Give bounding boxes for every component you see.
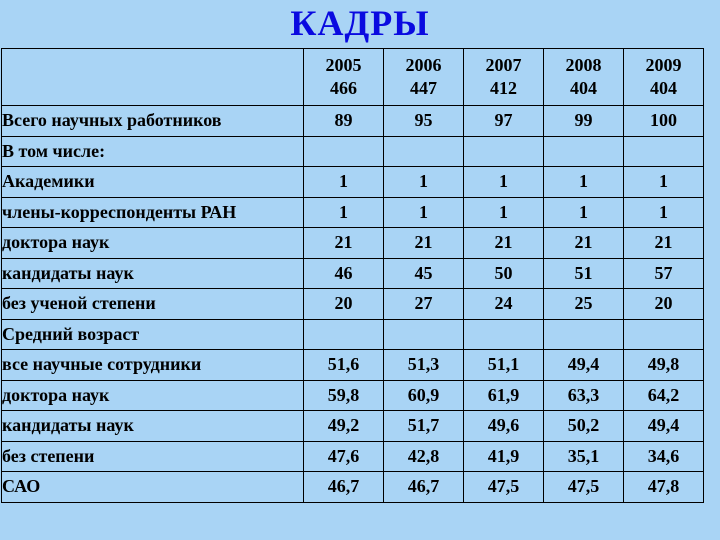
value-cell: 50,2: [544, 411, 624, 442]
value-cell: 51,6: [304, 350, 384, 381]
value-cell: 51,1: [464, 350, 544, 381]
year-total: 412: [490, 78, 517, 98]
value-cell: 27: [384, 289, 464, 320]
row-label: Академики: [2, 167, 304, 198]
value-cell: 95: [384, 106, 464, 137]
row-label: кандидаты наук: [2, 411, 304, 442]
value-cell: 59,8: [304, 380, 384, 411]
row-label: В том числе:: [2, 136, 304, 167]
value-cell: [384, 136, 464, 167]
value-cell: 1: [464, 167, 544, 198]
table-row: [2, 441, 704, 472]
value-cell: 34,6: [624, 441, 704, 472]
value-cell: [624, 319, 704, 350]
value-cell: 46,7: [304, 472, 384, 503]
staff-table-body: [2, 49, 704, 503]
value-cell: 41,9: [464, 441, 544, 472]
table-row: [2, 167, 704, 198]
table-row: [2, 472, 704, 503]
value-cell: 47,5: [544, 472, 624, 503]
value-cell: 89: [304, 106, 384, 137]
table-row: [2, 228, 704, 259]
value-cell: 49,2: [304, 411, 384, 442]
row-label: САО: [2, 472, 304, 503]
table-row: [2, 258, 704, 289]
value-cell: 1: [544, 197, 624, 228]
value-cell: 1: [304, 167, 384, 198]
value-cell: 1: [624, 167, 704, 198]
value-cell: 51: [544, 258, 624, 289]
value-cell: [464, 319, 544, 350]
year-label: 2009: [645, 55, 682, 75]
row-label: Всего научных работников: [2, 106, 304, 137]
staff-table: [1, 48, 704, 503]
value-cell: 49,6: [464, 411, 544, 442]
value-cell: 49,4: [544, 350, 624, 381]
year-total: 404: [570, 78, 597, 98]
value-cell: 47,8: [624, 472, 704, 503]
row-label: без ученой степени: [2, 289, 304, 320]
value-cell: 21: [464, 228, 544, 259]
row-label: все научные сотрудники: [2, 350, 304, 381]
section-row: [2, 136, 704, 167]
value-cell: 1: [464, 197, 544, 228]
value-cell: 1: [384, 167, 464, 198]
value-cell: 21: [384, 228, 464, 259]
value-cell: 35,1: [544, 441, 624, 472]
value-cell: 1: [624, 197, 704, 228]
value-cell: [544, 136, 624, 167]
year-header-cell: [544, 49, 624, 106]
value-cell: 42,8: [384, 441, 464, 472]
value-cell: 47,5: [464, 472, 544, 503]
year-label: 2005: [325, 55, 362, 75]
value-cell: 64,2: [624, 380, 704, 411]
year-total: 447: [410, 78, 437, 98]
year-header-row: [2, 49, 704, 106]
value-cell: 49,8: [624, 350, 704, 381]
value-cell: 21: [624, 228, 704, 259]
table-row: [2, 411, 704, 442]
row-label: члены-корреспонденты РАН: [2, 197, 304, 228]
value-cell: 25: [544, 289, 624, 320]
section-row: [2, 319, 704, 350]
value-cell: 1: [304, 197, 384, 228]
value-cell: 46,7: [384, 472, 464, 503]
year-header-cell: [384, 49, 464, 106]
value-cell: 97: [464, 106, 544, 137]
row-label: доктора наук: [2, 228, 304, 259]
value-cell: 46: [304, 258, 384, 289]
table-row: [2, 380, 704, 411]
page-title: КАДРЫ: [290, 3, 430, 43]
value-cell: 99: [544, 106, 624, 137]
value-cell: 1: [544, 167, 624, 198]
year-total: 404: [650, 78, 677, 98]
value-cell: 21: [304, 228, 384, 259]
value-cell: [304, 136, 384, 167]
value-cell: 47,6: [304, 441, 384, 472]
header-corner-cell: [2, 49, 304, 106]
value-cell: 50: [464, 258, 544, 289]
row-label: Средний возраст: [2, 319, 304, 350]
value-cell: 60,9: [384, 380, 464, 411]
value-cell: 61,9: [464, 380, 544, 411]
value-cell: 24: [464, 289, 544, 320]
year-header-cell: [624, 49, 704, 106]
value-cell: 100: [624, 106, 704, 137]
year-header-cell: [304, 49, 384, 106]
value-cell: 57: [624, 258, 704, 289]
year-label: 2008: [565, 55, 602, 75]
table-row: [2, 106, 704, 137]
table-row: [2, 197, 704, 228]
value-cell: 20: [624, 289, 704, 320]
row-label: без степени: [2, 441, 304, 472]
value-cell: 45: [384, 258, 464, 289]
table-row: [2, 289, 704, 320]
year-total: 466: [330, 78, 357, 98]
value-cell: 1: [384, 197, 464, 228]
value-cell: 51,3: [384, 350, 464, 381]
row-label: доктора наук: [2, 380, 304, 411]
value-cell: [464, 136, 544, 167]
value-cell: [384, 319, 464, 350]
value-cell: [624, 136, 704, 167]
value-cell: 63,3: [544, 380, 624, 411]
row-label: кандидаты наук: [2, 258, 304, 289]
year-header-cell: [464, 49, 544, 106]
value-cell: 20: [304, 289, 384, 320]
value-cell: [544, 319, 624, 350]
value-cell: 49,4: [624, 411, 704, 442]
year-label: 2006: [405, 55, 442, 75]
value-cell: 51,7: [384, 411, 464, 442]
table-row: [2, 350, 704, 381]
value-cell: 21: [544, 228, 624, 259]
value-cell: [304, 319, 384, 350]
year-label: 2007: [485, 55, 522, 75]
